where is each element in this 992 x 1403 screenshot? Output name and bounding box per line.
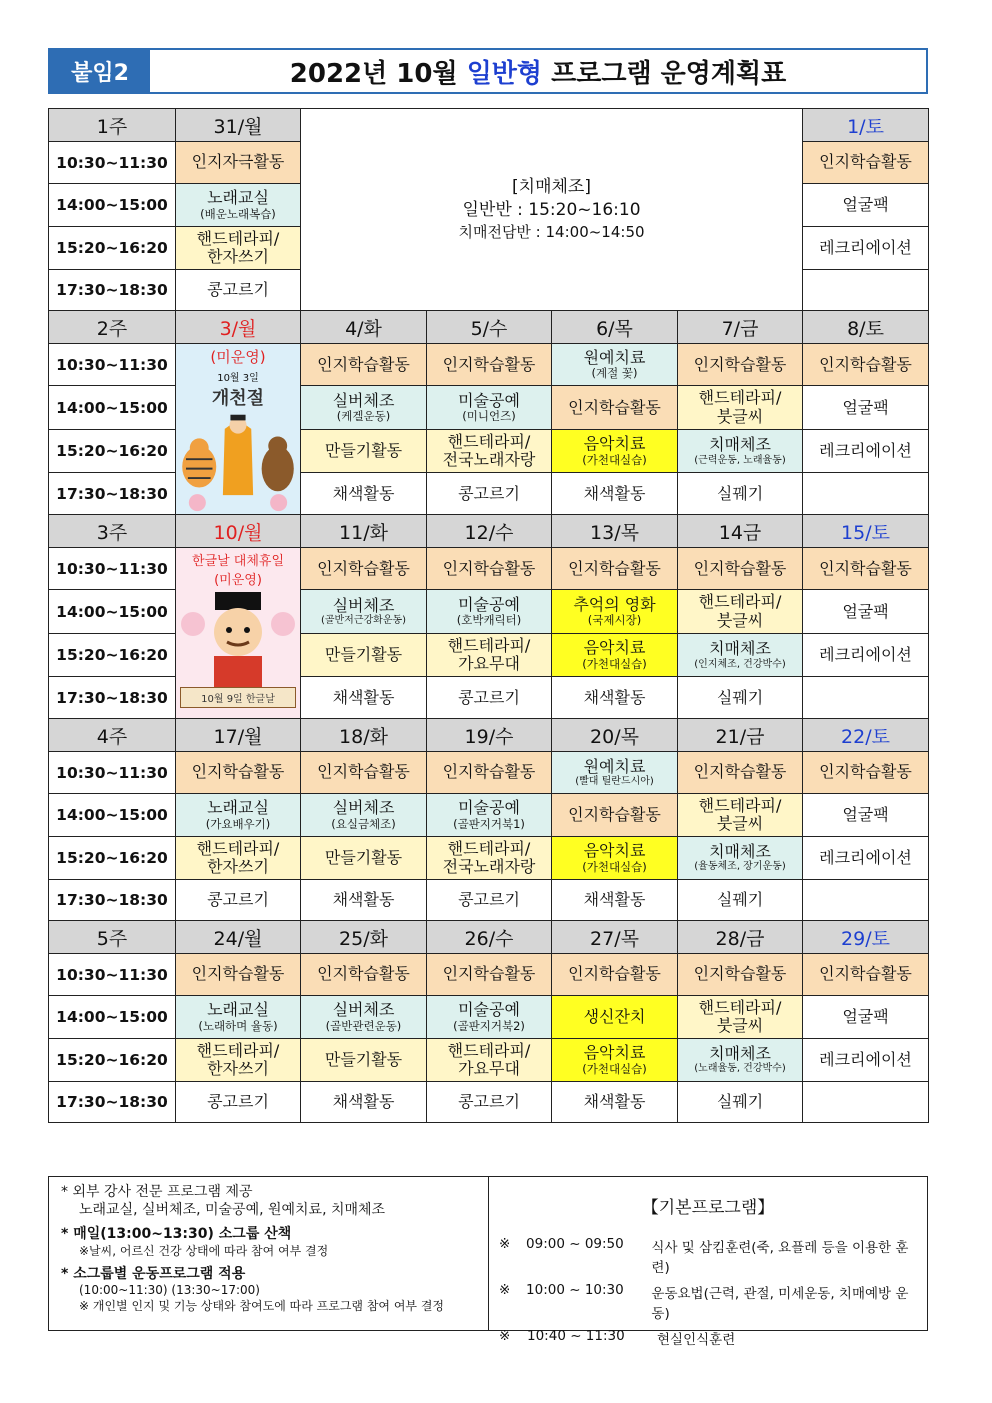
day-header: 29/토 bbox=[803, 921, 929, 954]
table-row bbox=[49, 1082, 929, 1123]
day-header: 14금 bbox=[678, 515, 803, 548]
title-highlight: 일반형 bbox=[466, 58, 543, 89]
attachment-label: 붙임2 bbox=[50, 50, 150, 92]
activity-cell: 핸드테라피/ 붓글씨 bbox=[678, 386, 803, 430]
time-cell: 17:30~18:30 bbox=[49, 880, 176, 921]
activity-cell: 채색활동 bbox=[552, 473, 678, 515]
activity-cell: 실버체조 (케겔운동) bbox=[301, 386, 427, 430]
activity-cell: 콩고르기 bbox=[176, 1082, 301, 1123]
activity-cell: 콩고르기 bbox=[427, 1082, 552, 1123]
activity-cell: 콩고르기 bbox=[427, 473, 552, 515]
day-header: 15/토 bbox=[803, 515, 929, 548]
activity-cell: 인지학습활동 bbox=[176, 954, 301, 996]
day-header: 19/수 bbox=[427, 719, 552, 752]
basic-item: ※ 10:40 ~ 11:30 현실인식훈련 bbox=[499, 1328, 736, 1348]
notes-left bbox=[49, 1177, 489, 1330]
activity-cell: 인지학습활동 bbox=[427, 548, 552, 590]
week-header-row bbox=[49, 311, 929, 344]
week-label: 5주 bbox=[49, 921, 176, 954]
time-cell: 14:00~15:00 bbox=[49, 590, 176, 634]
note-2: * 매일(13:00~13:30) 소그룹 산책 bbox=[61, 1226, 292, 1243]
activity-cell: 핸드테라피/ 가요무대 bbox=[427, 633, 552, 677]
activity-cell: 미술공예 (골판지거북2) bbox=[427, 996, 552, 1039]
activity-cell: 핸드테라피/ 붓글씨 bbox=[678, 996, 803, 1039]
activity-cell: 실꿰기 bbox=[678, 880, 803, 921]
activity-cell: 채색활동 bbox=[552, 677, 678, 719]
activity-cell: 얼굴팩 bbox=[803, 386, 929, 430]
day-header: 18/화 bbox=[301, 719, 427, 752]
note-3-sub: ※ 개인별 인지 및 기능 상태와 참여도에 따라 프로그램 참여 여부 결정 bbox=[79, 1298, 445, 1313]
activity-cell: 인지학습활동 bbox=[552, 794, 678, 837]
day-header: 5/수 bbox=[427, 311, 552, 344]
activity-cell: 인지학습활동 bbox=[301, 954, 427, 996]
activity-cell: 얼굴팩 bbox=[803, 184, 929, 227]
activity-cell: 만들기활동 bbox=[301, 1039, 427, 1082]
activity-cell: 핸드테라피/ 전국노래자랑 bbox=[427, 837, 552, 880]
activity-cell: 노래교실 (노래하며 율동) bbox=[176, 996, 301, 1039]
activity-cell: 인지학습활동 bbox=[678, 954, 803, 996]
note-2-detail: ※날씨, 어르신 건강 상태에 따라 참여 여부 결정 bbox=[79, 1243, 329, 1258]
day-header: 13/목 bbox=[552, 515, 678, 548]
holiday-banner: 10월 9일 한글날 bbox=[180, 687, 296, 708]
time-cell: 15:20~16:20 bbox=[49, 633, 176, 677]
activity-cell: 만들기활동 bbox=[301, 633, 427, 677]
holiday-cell-gaecheonjeol bbox=[176, 344, 301, 515]
day-header: 8/토 bbox=[803, 311, 929, 344]
note-3: * 소그룹별 운동프로그램 적용 bbox=[61, 1266, 246, 1283]
activity-cell: 음악치료 (가천대실습) bbox=[552, 633, 678, 677]
activity-cell: 핸드테라피/ 한자쓰기 bbox=[176, 227, 301, 270]
day-header: 10/월 bbox=[176, 515, 301, 548]
holiday-date: 10월 3일 bbox=[217, 373, 259, 384]
activity-cell: 실버체조 (요실금체조) bbox=[301, 794, 427, 837]
activity-cell: 인지학습활동 bbox=[552, 548, 678, 590]
activity-cell: 인지학습활동 bbox=[678, 344, 803, 386]
table-row bbox=[49, 794, 929, 837]
activity-cell: 얼굴팩 bbox=[803, 996, 929, 1039]
activity-cell: 레크리에이션 bbox=[803, 837, 929, 880]
time-cell: 15:20~16:20 bbox=[49, 429, 176, 473]
basic-program-title: 【기본프로그램】 bbox=[641, 1198, 775, 1218]
notes-section bbox=[48, 1176, 928, 1348]
activity-cell: 미술공예 (호박캐릭터) bbox=[427, 590, 552, 634]
week-label: 4주 bbox=[49, 719, 176, 752]
note-3-detail: (10:00~11:30) (13:30~17:00) bbox=[79, 1283, 260, 1298]
activity-cell: 레크리에이션 bbox=[803, 429, 929, 473]
activity-cell: 인지학습활동 bbox=[678, 548, 803, 590]
week-label: 1주 bbox=[49, 109, 176, 142]
title-pre: 2022년 10월 bbox=[289, 58, 458, 89]
holiday-cell-hangulnal bbox=[176, 548, 301, 719]
day-header: 6/목 bbox=[552, 311, 678, 344]
day-header: 17/월 bbox=[176, 719, 301, 752]
holiday-name: 한글날 대체휴일 bbox=[191, 554, 285, 569]
note-line: 일반반 : 15:20~16:10 bbox=[462, 200, 641, 221]
day-header: 4/화 bbox=[301, 311, 427, 344]
time-cell: 10:30~11:30 bbox=[49, 954, 176, 996]
activity-cell: 핸드테라피/ 한자쓰기 bbox=[176, 1039, 301, 1082]
activity-cell: 콩고르기 bbox=[176, 270, 301, 311]
activity-cell: 콩고르기 bbox=[427, 677, 552, 719]
week-label: 3주 bbox=[49, 515, 176, 548]
time-cell: 14:00~15:00 bbox=[49, 386, 176, 430]
table-row bbox=[49, 837, 929, 880]
activity-cell: 레크리에이션 bbox=[803, 633, 929, 677]
activity-cell: 인지학습활동 bbox=[427, 344, 552, 386]
activity-cell: 만들기활동 bbox=[301, 837, 427, 880]
activity-cell: 음악치료 (가천대실습) bbox=[552, 1039, 678, 1082]
day-header: 7/금 bbox=[678, 311, 803, 344]
day-header: 1/토 bbox=[803, 109, 929, 142]
activity-cell: 인지학습활동 bbox=[427, 752, 552, 794]
activity-cell: 노래교실 (배운노래복습) bbox=[176, 184, 301, 227]
week-header-row bbox=[49, 515, 929, 548]
table-row bbox=[49, 954, 929, 996]
activity-cell: 인지학습활동 bbox=[803, 548, 929, 590]
gaecheonjeol-illustration bbox=[177, 410, 299, 514]
time-cell: 10:30~11:30 bbox=[49, 142, 176, 184]
time-cell: 14:00~15:00 bbox=[49, 184, 176, 227]
time-cell: 15:20~16:20 bbox=[49, 1039, 176, 1082]
day-header: 21/금 bbox=[678, 719, 803, 752]
note-1-detail: 노래교실, 실버체조, 미술공예, 원예치료, 치매체조 bbox=[79, 1202, 386, 1219]
table-row bbox=[49, 1039, 929, 1082]
activity-cell: 채색활동 bbox=[301, 677, 427, 719]
activity-cell: 인지학습활동 bbox=[803, 344, 929, 386]
time-cell: 17:30~18:30 bbox=[49, 1082, 176, 1123]
activity-cell: 콩고르기 bbox=[427, 880, 552, 921]
activity-cell bbox=[803, 1082, 929, 1123]
activity-cell: 인지학습활동 bbox=[678, 752, 803, 794]
time-cell: 14:00~15:00 bbox=[49, 996, 176, 1039]
table-row bbox=[49, 996, 929, 1039]
activity-cell: 채색활동 bbox=[552, 1082, 678, 1123]
title-post: 프로그램 운영계획표 bbox=[551, 58, 787, 89]
week-label: 2주 bbox=[49, 311, 176, 344]
day-header: 20/목 bbox=[552, 719, 678, 752]
time-cell: 15:20~16:20 bbox=[49, 227, 176, 270]
activity-cell: 실꿰기 bbox=[678, 1082, 803, 1123]
activity-cell bbox=[803, 677, 929, 719]
table-row bbox=[49, 880, 929, 921]
day-header: 11/화 bbox=[301, 515, 427, 548]
activity-cell: 인지학습활동 bbox=[803, 752, 929, 794]
activity-cell bbox=[803, 473, 929, 515]
activity-cell: 인지학습활동 bbox=[301, 752, 427, 794]
activity-cell: 콩고르기 bbox=[176, 880, 301, 921]
activity-cell: 인지자극활동 bbox=[176, 142, 301, 184]
activity-cell: 핸드테라피/ 붓글씨 bbox=[678, 794, 803, 837]
time-cell: 17:30~18:30 bbox=[49, 473, 176, 515]
table-row bbox=[49, 548, 929, 590]
activity-cell: 실버체조 (골반저근강화운동) bbox=[301, 590, 427, 634]
day-header: 24/월 bbox=[176, 921, 301, 954]
holiday-name: 개천절 bbox=[211, 388, 265, 409]
activity-cell: 인지학습활동 bbox=[427, 954, 552, 996]
activity-cell: 음악치료 (가천대실습) bbox=[552, 429, 678, 473]
holiday-status: (미운영) bbox=[210, 348, 266, 366]
activity-cell: 채색활동 bbox=[301, 880, 427, 921]
day-header: 27/목 bbox=[552, 921, 678, 954]
activity-cell: 인지학습활동 bbox=[176, 752, 301, 794]
activity-cell: 추억의 영화 (국제시장) bbox=[552, 590, 678, 634]
day-header: 26/수 bbox=[427, 921, 552, 954]
time-cell: 10:30~11:30 bbox=[49, 548, 176, 590]
day-header: 22/토 bbox=[803, 719, 929, 752]
activity-cell: 인지학습활동 bbox=[301, 548, 427, 590]
activity-cell: 실꿰기 bbox=[678, 473, 803, 515]
activity-cell: 생신잔치 bbox=[552, 996, 678, 1039]
day-header: 12/수 bbox=[427, 515, 552, 548]
activity-cell: 실꿰기 bbox=[678, 677, 803, 719]
activity-cell: 핸드테라피/ 가요무대 bbox=[427, 1039, 552, 1082]
note-line: 치매전담반 : 14:00~14:50 bbox=[458, 223, 645, 242]
activity-cell: 만들기활동 bbox=[301, 429, 427, 473]
basic-item: ※ 09:00 ~ 09:50 식사 및 삼킴훈련(죽, 요플레 등을 이용한 훈련) bbox=[499, 1236, 909, 1276]
activity-cell: 음악치료 (가천대실습) bbox=[552, 837, 678, 880]
activity-cell: 얼굴팩 bbox=[803, 590, 929, 634]
activity-cell: 인지학습활동 bbox=[552, 386, 678, 430]
activity-cell: 레크리에이션 bbox=[803, 1039, 929, 1082]
activity-cell: 인지학습활동 bbox=[803, 954, 929, 996]
activity-cell: 얼굴팩 bbox=[803, 794, 929, 837]
activity-cell: 핸드테라피/ 붓글씨 bbox=[678, 590, 803, 634]
activity-cell: 채색활동 bbox=[552, 880, 678, 921]
day-header: 25/화 bbox=[301, 921, 427, 954]
week-header-row bbox=[49, 921, 929, 954]
activity-cell: 미술공예 (미니언즈) bbox=[427, 386, 552, 430]
day-header: 28/금 bbox=[678, 921, 803, 954]
table-row bbox=[49, 344, 929, 386]
activity-cell: 인지학습활동 bbox=[803, 142, 929, 184]
schedule-table bbox=[48, 108, 929, 1123]
page-title bbox=[150, 50, 926, 92]
holiday-status: (미운영) bbox=[214, 573, 262, 588]
activity-cell: 치매체조 (근력운동, 노래율동) bbox=[678, 429, 803, 473]
time-cell: 15:20~16:20 bbox=[49, 837, 176, 880]
activity-cell bbox=[803, 270, 929, 311]
activity-cell: 원예치료 (빨대 틸란드시아) bbox=[552, 752, 678, 794]
activity-cell: 채색활동 bbox=[301, 473, 427, 515]
day-header: 31/월 bbox=[176, 109, 301, 142]
hangulnal-illustration bbox=[177, 588, 299, 692]
activity-cell: 치매체조 (율동체조, 장기운동) bbox=[678, 837, 803, 880]
time-cell: 14:00~15:00 bbox=[49, 794, 176, 837]
note-line: [치매체조] bbox=[512, 177, 591, 198]
activity-cell: 실버체조 (골반관련운동) bbox=[301, 996, 427, 1039]
activity-cell: 핸드테라피/ 한자쓰기 bbox=[176, 837, 301, 880]
activity-cell: 원예치료 (계절 꽃) bbox=[552, 344, 678, 386]
activity-cell: 인지학습활동 bbox=[552, 954, 678, 996]
time-cell: 17:30~18:30 bbox=[49, 270, 176, 311]
note-1: * 외부 강사 전문 프로그램 제공 bbox=[61, 1184, 253, 1200]
time-cell: 10:30~11:30 bbox=[49, 752, 176, 794]
activity-cell: 치매체조 (노래율동, 건강박수) bbox=[678, 1039, 803, 1082]
basic-program bbox=[489, 1177, 927, 1348]
activity-cell: 노래교실 (가요배우기) bbox=[176, 794, 301, 837]
time-cell: 17:30~18:30 bbox=[49, 677, 176, 719]
week-header-row bbox=[49, 109, 929, 142]
activity-cell: 채색활동 bbox=[301, 1082, 427, 1123]
basic-item: ※ 10:00 ~ 10:30 운동요법(근력, 관절, 미세운동, 치매예방 운동) bbox=[499, 1282, 909, 1322]
activity-cell: 미술공예 (골판지거북1) bbox=[427, 794, 552, 837]
page-header bbox=[48, 48, 928, 94]
activity-cell: 레크리에이션 bbox=[803, 227, 929, 270]
week-header-row bbox=[49, 719, 929, 752]
table-row bbox=[49, 752, 929, 794]
activity-cell: 핸드테라피/ 전국노래자랑 bbox=[427, 429, 552, 473]
activity-cell: 인지학습활동 bbox=[301, 344, 427, 386]
time-cell: 10:30~11:30 bbox=[49, 344, 176, 386]
day-header: 3/월 bbox=[176, 311, 301, 344]
activity-cell bbox=[803, 880, 929, 921]
notice-cell bbox=[301, 109, 803, 311]
activity-cell: 치매체조 (인지체조, 건강박수) bbox=[678, 633, 803, 677]
